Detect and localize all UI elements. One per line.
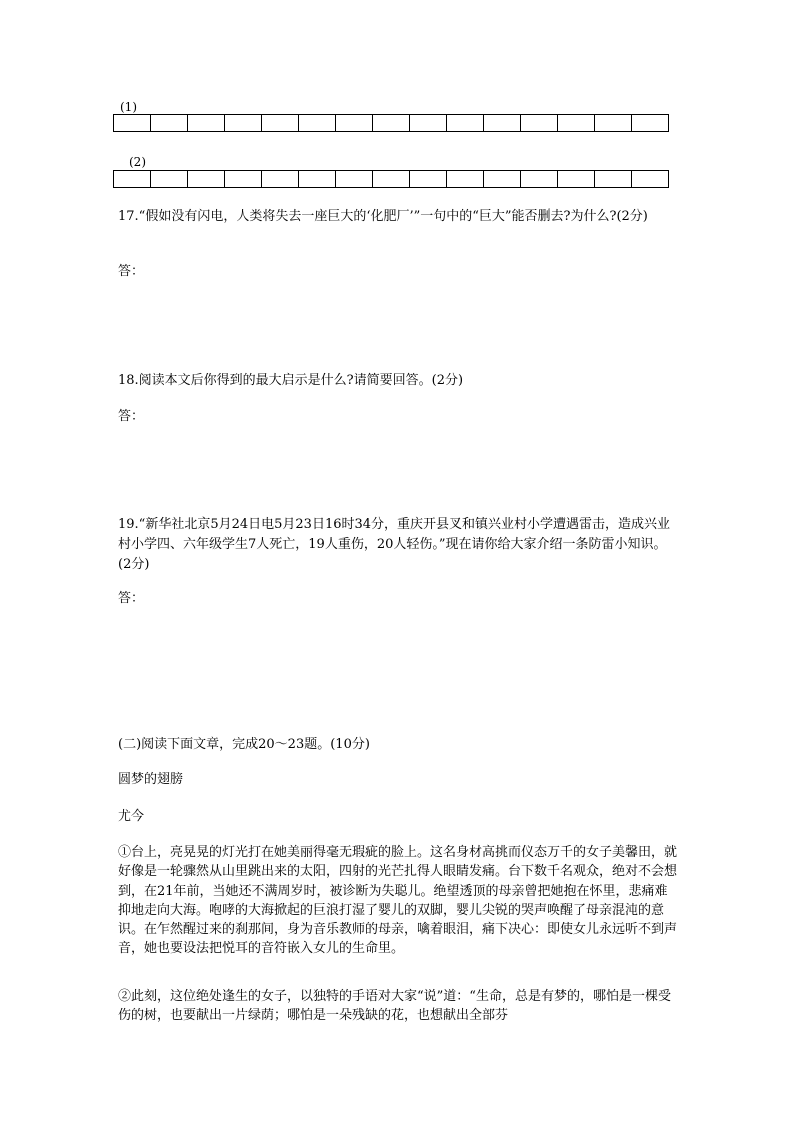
grid-cell[interactable] bbox=[520, 170, 558, 188]
grid-cell[interactable] bbox=[298, 170, 336, 188]
grid-cell[interactable] bbox=[298, 114, 336, 132]
grid-cell[interactable] bbox=[150, 114, 188, 132]
grid-1-label: (1) bbox=[120, 100, 137, 114]
grid-cell[interactable] bbox=[483, 114, 521, 132]
grid-cell[interactable] bbox=[372, 114, 410, 132]
grid-cell[interactable] bbox=[224, 114, 262, 132]
grid-cell[interactable] bbox=[187, 114, 225, 132]
grid-cell[interactable] bbox=[557, 114, 595, 132]
grid-cell[interactable] bbox=[594, 170, 632, 188]
q18-answer-label: 答： bbox=[118, 409, 145, 424]
article-title: 圆梦的翅膀 bbox=[118, 772, 184, 787]
question-19: 19.“新华社北京5月24日电5月23日16时34分，重庆开县叉和镇兴业村小学遭遇雷击，造成兴业村小学四、六年级学生7人死亡，19人重伤，20人轻伤。”现在请你给大家介绍一条防雷小知识。(2分) bbox=[118, 517, 671, 572]
question-17: 17.“假如没有闪电，人类将失去一座巨大的‘化肥厂’”一句中的“巨大”能否删去?为什么?(2分) bbox=[118, 209, 648, 224]
article-author: 尤今 bbox=[118, 809, 145, 824]
article-paragraph-2: ②此刻，这位绝处逢生的女子，以独特的手语对大家“说”道：“生命，总是有梦的，哪怕是一棵受伤的树，也要献出一片绿荫；哪怕是一朵残缺的花，也想献出全部芬 bbox=[118, 989, 671, 1024]
grid-cell[interactable] bbox=[335, 170, 373, 188]
grid-cell[interactable] bbox=[409, 170, 447, 188]
grid-cell[interactable] bbox=[372, 170, 410, 188]
grid-cell[interactable] bbox=[594, 114, 632, 132]
grid-cell[interactable] bbox=[187, 170, 225, 188]
section-2-heading: (二)阅读下面文章，完成20～23题。(10分) bbox=[118, 737, 370, 752]
question-18: 18.阅读本文后你得到的最大启示是什么?请简要回答。(2分) bbox=[118, 373, 464, 388]
answer-grid-1 bbox=[113, 114, 669, 132]
grid-cell[interactable] bbox=[520, 114, 558, 132]
grid-cell[interactable] bbox=[446, 170, 484, 188]
grid-2-label: (2) bbox=[129, 155, 146, 169]
grid-cell[interactable] bbox=[631, 170, 669, 188]
grid-cell[interactable] bbox=[483, 170, 521, 188]
grid-cell[interactable] bbox=[335, 114, 373, 132]
grid-cell[interactable] bbox=[113, 170, 151, 188]
article-paragraph-1: ①台上，亮晃晃的灯光打在她美丽得毫无瑕疵的脸上。这名身材高挑而仪态万千的女子美馨田，就好像是一轮骤然从山里跳出来的太阳，四射的光芒扎得人眼睛发痛。台下数千名观众，绝对不会想到，在21年前，当她还不满周岁时，被诊断为失聪儿。绝望透顶的母亲曾把她抱在怀里，悲痛难抑地走向大海。咆哮的大海掀起的巨浪打湿了婴儿的双脚，婴儿尖锐的哭声唤醒了母亲混沌的意识。在乍然醒过来的刹那间，身为音乐教师的母亲，噙着眼泪，痛下决心：即使女儿永远听不到声音，她也要设法把悦耳的音符嵌入女儿的生命里。 bbox=[118, 845, 678, 957]
grid-cell[interactable] bbox=[446, 114, 484, 132]
q17-answer-label: 答： bbox=[118, 264, 145, 279]
grid-cell[interactable] bbox=[150, 170, 188, 188]
grid-cell[interactable] bbox=[113, 114, 151, 132]
grid-cell[interactable] bbox=[557, 170, 595, 188]
grid-cell[interactable] bbox=[261, 114, 299, 132]
answer-grid-2 bbox=[113, 170, 669, 188]
q19-answer-label: 答： bbox=[118, 591, 145, 606]
grid-cell[interactable] bbox=[224, 170, 262, 188]
grid-cell[interactable] bbox=[409, 114, 447, 132]
grid-cell[interactable] bbox=[631, 114, 669, 132]
grid-cell[interactable] bbox=[261, 170, 299, 188]
